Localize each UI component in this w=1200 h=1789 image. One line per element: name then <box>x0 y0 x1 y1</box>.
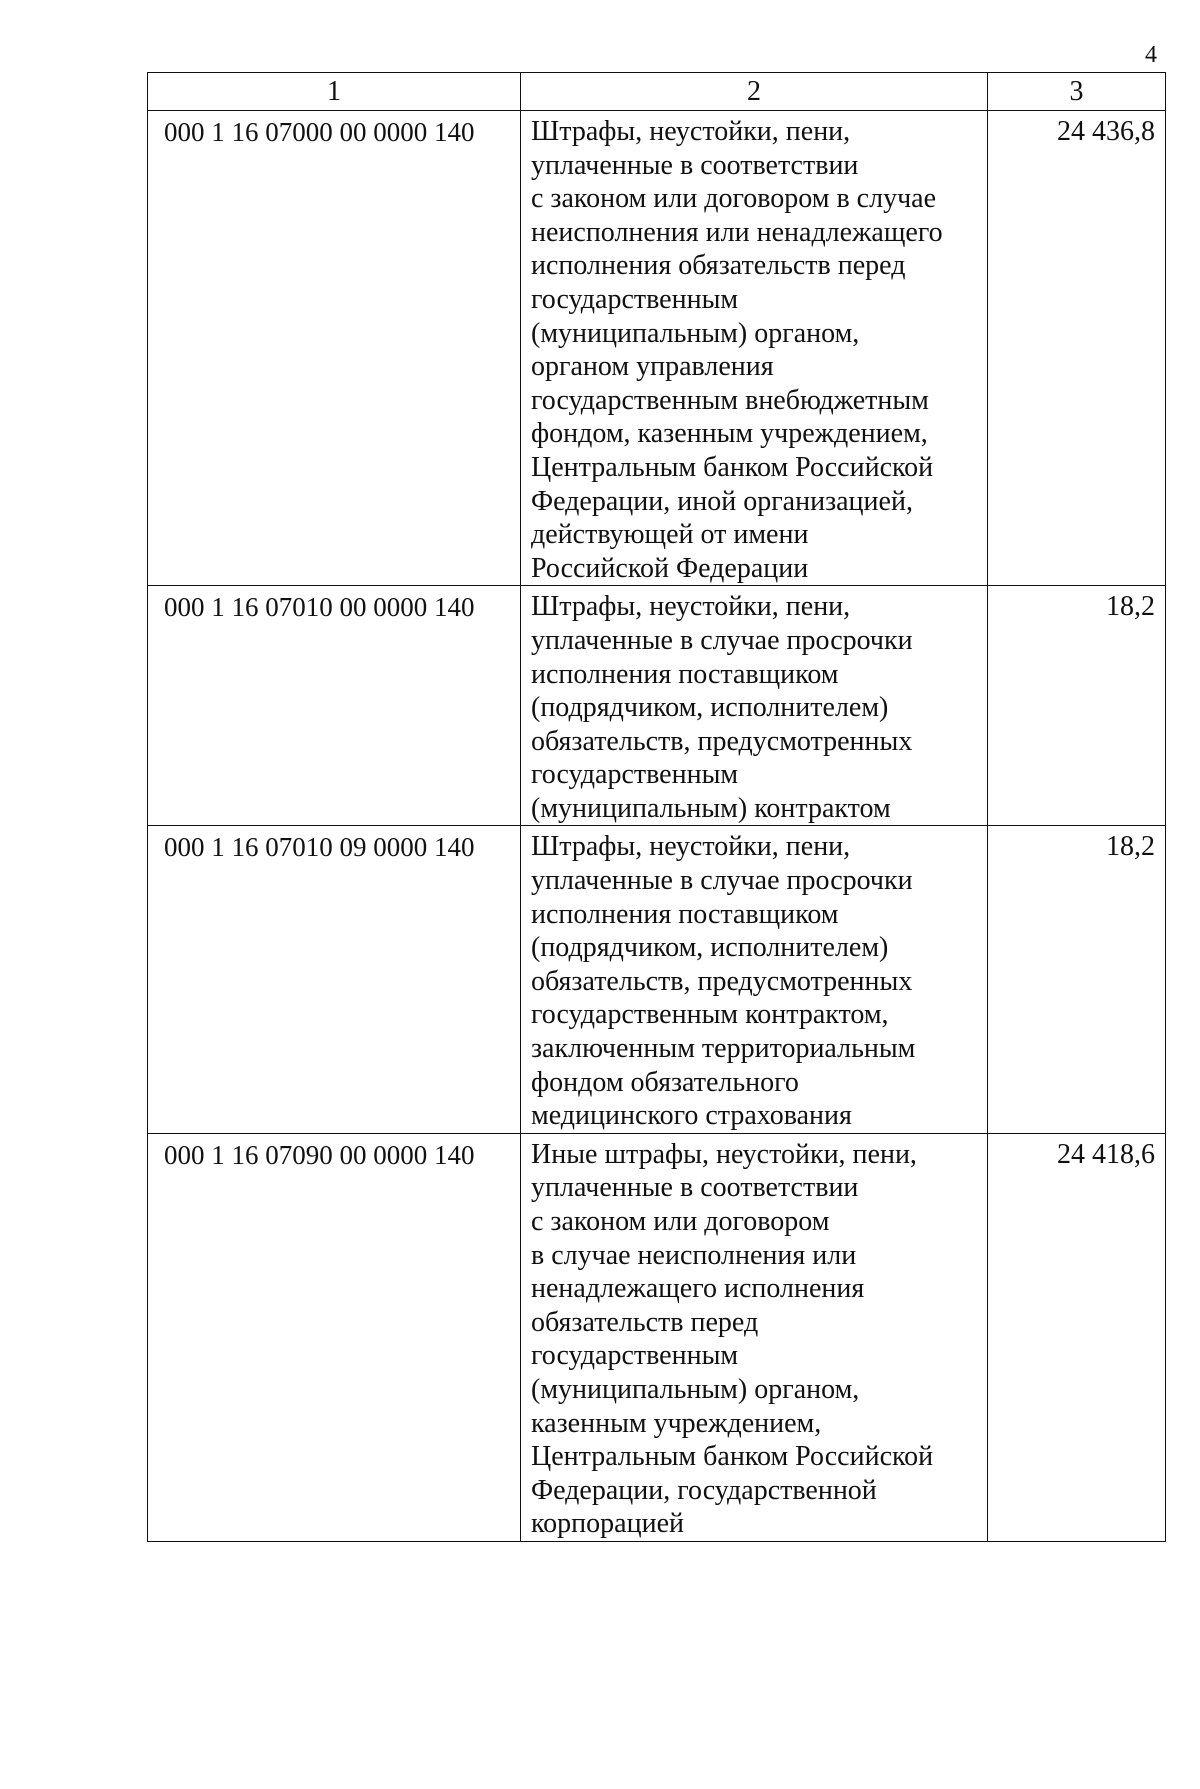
description-cell <box>521 1133 988 1541</box>
budget-code-cell: 000 1 16 07090 00 0000 140 <box>148 1133 521 1541</box>
table-header <box>148 73 1166 111</box>
description-line: действующей от имени <box>531 519 809 551</box>
description-line: казенным учреждением, <box>531 1407 822 1439</box>
description-line: фондом обязательного <box>531 1066 799 1098</box>
table-row <box>148 1133 1166 1541</box>
description-line: государственным <box>531 759 739 791</box>
header-row <box>148 73 1166 111</box>
description-line: заключенным территориальным <box>531 1033 916 1065</box>
description-line: государственным <box>531 1340 739 1372</box>
description-line: государственным <box>531 283 739 315</box>
description-line: неисполнения или ненадлежащего <box>531 216 943 248</box>
description-line: медицинского страхования <box>531 1100 852 1132</box>
description-line: ненадлежащего исполнения <box>531 1273 865 1305</box>
description-line: Штрафы, неустойки, пени, <box>531 591 851 623</box>
description-line: уплаченные в соответствии <box>531 1172 859 1204</box>
description-line: с законом или договором <box>531 1206 830 1237</box>
description-line: Центральным банком Российской <box>531 451 934 483</box>
description-line: уплаченные в случае просрочки <box>531 865 913 897</box>
budget-code-cell: 000 1 16 07010 09 0000 140 <box>148 826 521 1133</box>
budget-table <box>147 72 1166 1542</box>
description-line: корпорацией <box>531 1508 684 1540</box>
amount-cell: 18,2 <box>988 826 1166 1133</box>
description-line: Федерации, государственной <box>531 1474 877 1506</box>
description-line: обязательств, предусмотренных <box>531 725 913 757</box>
table-body <box>148 111 1166 1542</box>
description-line: исполнения обязательств перед <box>531 250 906 282</box>
budget-code-cell: 000 1 16 07010 00 0000 140 <box>148 586 521 826</box>
description-line: исполнения поставщиком <box>531 898 839 930</box>
amount-cell: 24 418,6 <box>988 1133 1166 1541</box>
table-row <box>148 586 1166 826</box>
description-line: фондом, казенным учреждением, <box>531 418 928 450</box>
description-line: государственным внебюджетным <box>531 384 929 416</box>
description-line: в случае неисполнения или <box>531 1239 857 1271</box>
description-line: (муниципальным) органом, <box>531 317 860 349</box>
description-cell <box>521 111 988 586</box>
page-number: 4 <box>1145 42 1157 68</box>
table-row <box>148 111 1166 586</box>
header-col-3: 3 <box>988 73 1166 111</box>
table-row <box>148 826 1166 1133</box>
header-col-2: 2 <box>521 73 988 111</box>
budget-code-cell: 000 1 16 07000 00 0000 140 <box>148 111 521 586</box>
description-line: (муниципальным) контрактом <box>531 792 891 824</box>
description-line: Центральным банком Российской <box>531 1441 934 1473</box>
description-line: органом управления <box>531 351 774 383</box>
description-line: (подрядчиком, исполнителем) <box>531 692 889 724</box>
description-line: Федерации, иной организацией, <box>531 485 913 517</box>
description-line: обязательств перед <box>531 1306 759 1338</box>
description-line: исполнения поставщиком <box>531 658 839 690</box>
description-line: уплаченные в случае просрочки <box>531 624 913 656</box>
description-cell <box>521 826 988 1133</box>
description-line: (муниципальным) органом, <box>531 1373 860 1405</box>
description-line: с законом или договором в случае <box>531 183 937 215</box>
amount-cell: 18,2 <box>988 586 1166 826</box>
description-line: государственным контрактом, <box>531 999 889 1031</box>
description-line: Штрафы, неустойки, пени, <box>531 116 851 147</box>
header-col-1: 1 <box>148 73 521 111</box>
description-line: обязательств, предусмотренных <box>531 965 913 997</box>
description-line: Штрафы, неустойки, пени, <box>531 831 851 863</box>
description-line: Иные штрафы, неустойки, пени, <box>531 1138 917 1170</box>
description-line: уплаченные в соответствии <box>531 149 859 181</box>
description-line: Российской Федерации <box>531 552 809 584</box>
amount-cell: 24 436,8 <box>988 111 1166 586</box>
description-cell <box>521 586 988 826</box>
description-line: (подрядчиком, исполнителем) <box>531 932 889 964</box>
